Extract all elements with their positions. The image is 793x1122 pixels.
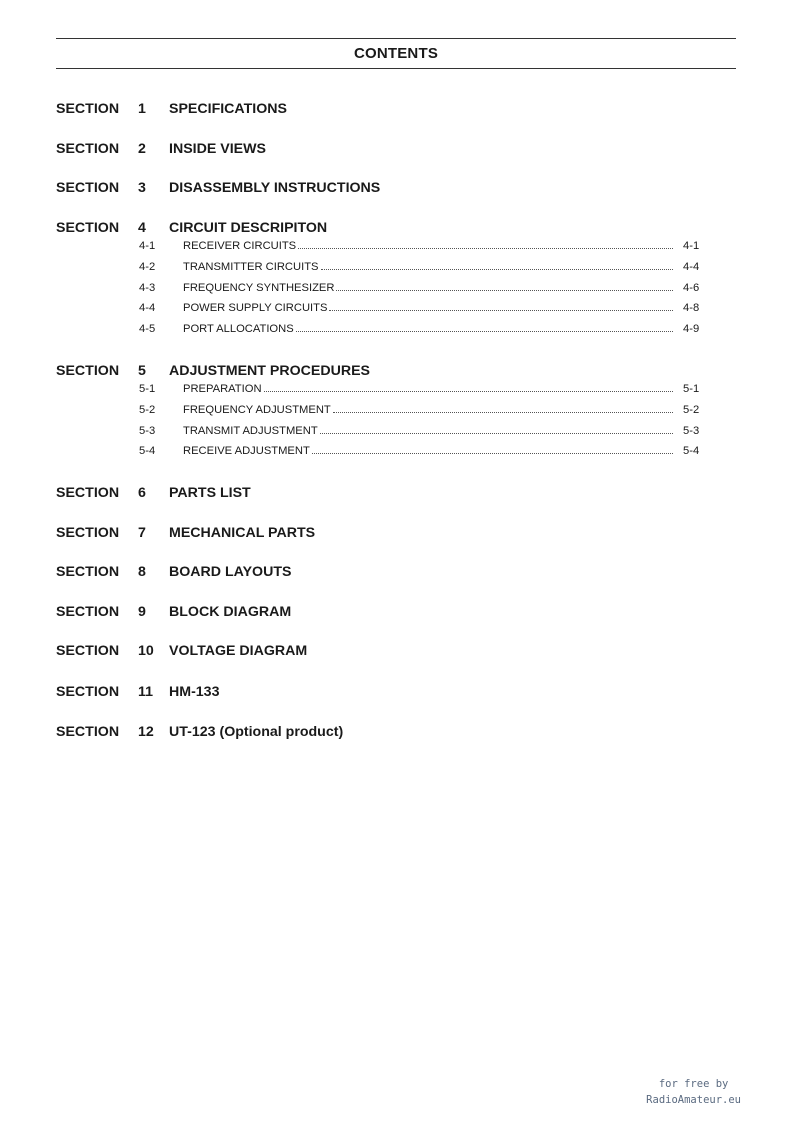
toc-section-9[interactable]: [0, 604, 793, 624]
section-heading[interactable]: [0, 604, 793, 624]
section-title: DISASSEMBLY INSTRUCTIONS: [169, 180, 381, 196]
subsection-title: PREPARATION: [183, 383, 262, 395]
section-number: 2: [138, 141, 146, 157]
subsection-entry: [183, 323, 675, 335]
subsection-page: 5-4: [683, 445, 700, 458]
toc-subsection-4-1[interactable]: [0, 240, 793, 261]
section-word: SECTION: [56, 724, 120, 740]
section-number: 3: [138, 180, 146, 196]
section-word: SECTION: [56, 180, 120, 196]
dot-leader: [333, 412, 673, 413]
section-number: 5: [138, 363, 146, 379]
subsection-number: 5-4: [139, 445, 156, 458]
toc-subsection-4-3[interactable]: [0, 282, 793, 303]
subsection-title: RECEIVE ADJUSTMENT: [183, 445, 310, 458]
subsection-number: 4-1: [139, 240, 156, 252]
section-number: 11: [138, 684, 153, 700]
section-title: INSIDE VIEWS: [169, 141, 266, 157]
section-heading[interactable]: [0, 525, 793, 545]
subsection-number: 5-3: [139, 424, 156, 437]
toc-section-4[interactable]: [0, 220, 793, 344]
toc-section-2[interactable]: [0, 141, 793, 161]
section-title: CIRCUIT DESCRIPITON: [169, 220, 328, 236]
section-word: SECTION: [56, 141, 120, 157]
section-title: MECHANICAL PARTS: [169, 525, 316, 541]
section-title: UT-123 (Optional product): [169, 724, 344, 740]
section-number: 7: [138, 525, 146, 541]
dot-leader: [329, 310, 673, 311]
dot-leader: [320, 433, 673, 434]
subsection-title: FREQUENCY ADJUSTMENT: [183, 403, 331, 416]
toc-section-6[interactable]: [0, 485, 793, 505]
watermark: [646, 1076, 741, 1108]
subsection-number: 5-2: [139, 403, 156, 416]
toc-section-10[interactable]: [0, 643, 793, 663]
section-number: 12: [138, 724, 154, 740]
subsection-number: 4-3: [139, 281, 156, 294]
subsection-page: 5-1: [683, 383, 700, 395]
subsection-entry: [183, 302, 675, 314]
section-title: BOARD LAYOUTS: [169, 564, 292, 580]
section-word: SECTION: [56, 643, 120, 659]
section-heading[interactable]: [0, 643, 793, 663]
toc-subsection-4-4[interactable]: [0, 302, 793, 323]
subsection-title: PORT ALLOCATIONS: [183, 323, 294, 336]
toc-subsection-5-1[interactable]: [0, 383, 793, 404]
page-title: CONTENTS: [353, 45, 439, 62]
section-title: VOLTAGE DIAGRAM: [169, 643, 308, 659]
toc-section-3[interactable]: [0, 180, 793, 200]
subsection-page: 4-8: [683, 302, 700, 315]
toc-subsection-4-2[interactable]: [0, 261, 793, 282]
toc-subsection-5-4[interactable]: [0, 445, 793, 466]
toc-section-8[interactable]: [0, 564, 793, 584]
watermark-line-2[interactable]: RadioAmateur.eu: [646, 1094, 741, 1106]
section-heading[interactable]: [0, 220, 793, 240]
subsection-title: POWER SUPPLY CIRCUITS: [183, 302, 328, 315]
subsection-title: TRANSMIT ADJUSTMENT: [183, 424, 318, 437]
section-word: SECTION: [56, 604, 120, 620]
toc-section-5[interactable]: [0, 363, 793, 466]
section-word: SECTION: [56, 564, 120, 580]
subsection-entry: [183, 383, 675, 395]
section-title: ADJUSTMENT PROCEDURES: [169, 363, 371, 379]
toc-section-7[interactable]: [0, 525, 793, 545]
section-title: SPECIFICATIONS: [169, 101, 287, 117]
watermark-line-1: for free by: [658, 1078, 729, 1090]
section-heading[interactable]: [0, 485, 793, 505]
section-title: BLOCK DIAGRAM: [169, 604, 292, 620]
dot-leader: [296, 331, 673, 332]
title-underline: [56, 68, 736, 69]
section-number: 6: [138, 485, 146, 501]
section-number: 4: [138, 220, 146, 236]
section-word: SECTION: [56, 525, 120, 541]
subsection-entry: [183, 445, 675, 457]
subsection-title: RECEIVER CIRCUITS: [183, 240, 297, 252]
section-heading[interactable]: [0, 724, 793, 744]
section-word: SECTION: [56, 220, 120, 236]
section-number: 9: [138, 604, 146, 620]
subsection-number: 4-4: [139, 302, 156, 315]
section-word: SECTION: [56, 485, 120, 501]
toc-subsection-4-5[interactable]: [0, 323, 793, 344]
subsection-title: FREQUENCY SYNTHESIZER: [183, 281, 335, 294]
subsection-entry: [183, 425, 675, 437]
toc-section-1[interactable]: [0, 101, 793, 121]
section-number: 1: [138, 101, 146, 117]
section-word: SECTION: [56, 684, 120, 700]
dot-leader: [264, 391, 673, 392]
dot-leader: [298, 248, 673, 249]
section-heading[interactable]: [0, 684, 793, 704]
section-title: PARTS LIST: [169, 485, 251, 501]
section-word: SECTION: [56, 363, 120, 379]
toc-section-11[interactable]: [0, 684, 793, 704]
section-number: 8: [138, 564, 146, 580]
section-heading[interactable]: [0, 564, 793, 584]
subsection-number: 4-5: [139, 323, 156, 336]
section-word: SECTION: [56, 101, 120, 117]
top-rule: [56, 38, 736, 39]
subsection-page: 4-9: [683, 323, 700, 336]
subsection-page: 4-6: [683, 281, 700, 294]
subsection-number: 4-2: [139, 260, 156, 273]
section-number: 10: [138, 643, 154, 659]
subsection-entry: [183, 261, 675, 273]
subsection-entry: [183, 282, 675, 294]
toc-subsection-5-3[interactable]: [0, 425, 793, 446]
subsection-page: 4-4: [683, 260, 700, 273]
toc-section-12[interactable]: [0, 724, 793, 744]
subsection-entry: [183, 404, 675, 416]
toc-subsection-5-2[interactable]: [0, 404, 793, 425]
section-heading[interactable]: [0, 141, 793, 161]
subsection-number: 5-1: [139, 383, 156, 395]
subsection-title: TRANSMITTER CIRCUITS: [183, 260, 319, 273]
section-heading[interactable]: [0, 180, 793, 200]
section-heading[interactable]: [0, 363, 793, 383]
subsection-page: 5-2: [683, 403, 700, 416]
section-heading[interactable]: [0, 101, 793, 121]
section-title: HM-133: [169, 684, 220, 700]
subsection-entry: [183, 240, 675, 252]
dot-leader: [321, 269, 674, 270]
subsection-page: 4-1: [683, 240, 700, 252]
subsection-page: 5-3: [683, 424, 700, 437]
dot-leader: [312, 453, 673, 454]
dot-leader: [336, 290, 673, 291]
